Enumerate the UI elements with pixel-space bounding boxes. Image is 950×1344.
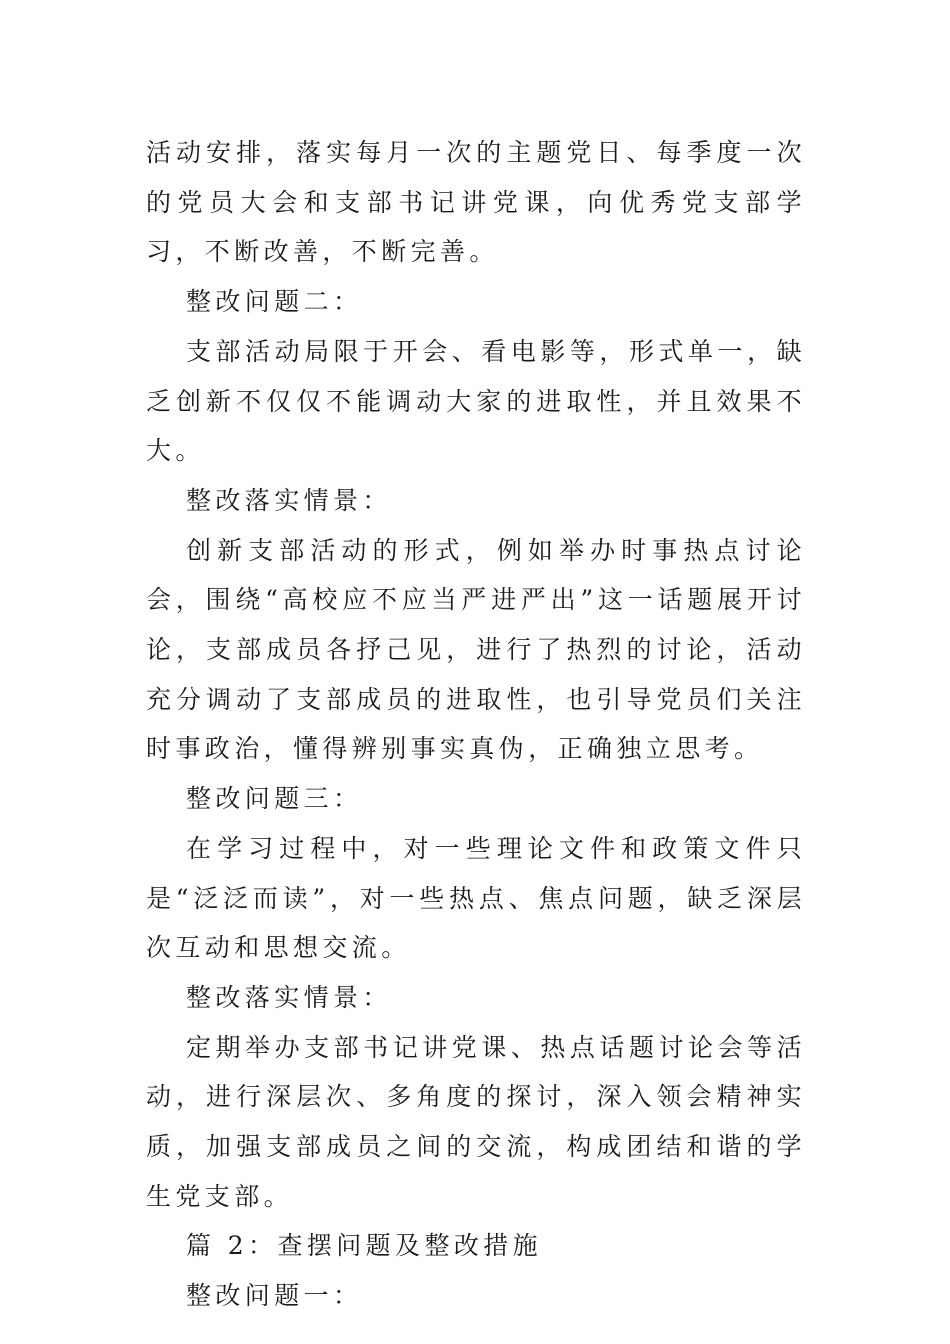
paragraph-implementation-1: 创新支部活动的形式，例如举办时事热点讨论会，围绕“高校应不应当严进严出”这一话题展开讨论，支部成员各抒己见，进行了热烈的讨论，活动充分调动了支部成员的进取性，也引导党员们关注时事政治，懂得辨别事实真伪，正确独立思考。: [146, 535, 806, 764]
paragraph-implementation-2: 定期举办支部书记讲党课、热点话题讨论会等活动，进行深层次、多角度的探讨，深入领会精神实质，加强支部成员之间的交流，构成团结和谐的学生党支部。: [146, 1032, 806, 1211]
section-title-part-2: 篇 2：查摆问题及整改措施: [186, 1231, 543, 1261]
paragraph-issue-2-description: 支部活动局限于开会、看电影等，形式单一，缺乏创新不仅仅不能调动大家的进取性，并且效果不大。: [146, 336, 806, 466]
heading-implementation-status-2: 整改落实情景：: [186, 982, 392, 1012]
document-page: [146, 128, 806, 1321]
paragraph-continuation: 活动安排，落实每月一次的主题党日、每季度一次的党员大会和支部书记讲党课，向优秀党支部学习，不断改善，不断完善。: [146, 138, 806, 267]
heading-rectification-issue-3: 整改问题三：: [186, 784, 363, 814]
heading-rectification-issue-1: 整改问题一：: [186, 1281, 363, 1311]
heading-implementation-status-1: 整改落实情景：: [186, 485, 392, 515]
heading-rectification-issue-2: 整改问题二：: [186, 287, 363, 317]
paragraph-issue-3-description: 在学习过程中，对一些理论文件和政策文件只是“泛泛而读”，对一些热点、焦点问题，缺乏深层次互动和思想交流。: [146, 833, 806, 963]
